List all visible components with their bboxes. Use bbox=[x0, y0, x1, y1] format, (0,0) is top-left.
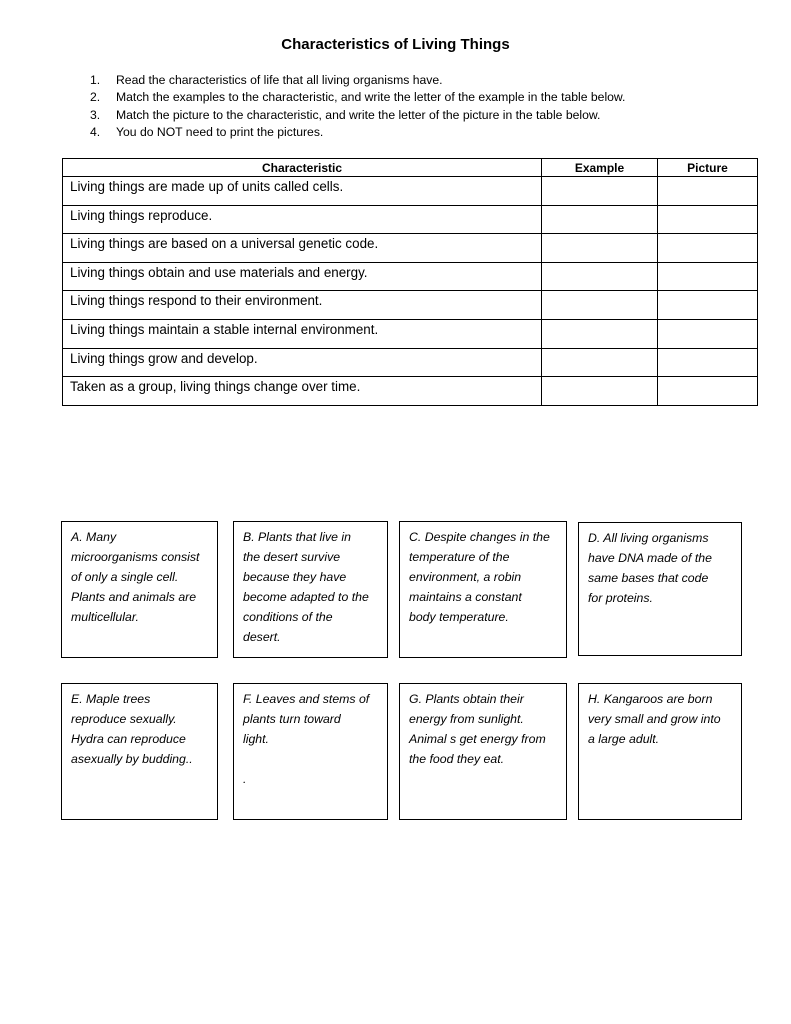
example-cell[interactable] bbox=[542, 177, 658, 206]
example-cell[interactable] bbox=[542, 262, 658, 291]
example-card bbox=[61, 683, 218, 820]
card-line: conditions of the bbox=[243, 610, 333, 624]
card-line: . bbox=[243, 772, 247, 786]
table-row bbox=[63, 377, 758, 406]
card-line: plants turn toward bbox=[243, 712, 341, 726]
example-card bbox=[233, 521, 388, 658]
example-card bbox=[578, 522, 742, 656]
card-line: asexually by budding.. bbox=[71, 752, 193, 766]
characteristic-cell: Taken as a group, living things change over time. bbox=[63, 377, 542, 406]
example-card bbox=[399, 683, 567, 820]
card-line: reproduce sexually. bbox=[71, 712, 177, 726]
card-line: Animal s get energy from bbox=[409, 732, 546, 746]
table-row bbox=[63, 262, 758, 291]
card-line: become adapted to the bbox=[243, 590, 369, 604]
table-row bbox=[63, 177, 758, 206]
example-card bbox=[399, 521, 567, 658]
card-line: very small and grow into bbox=[588, 712, 721, 726]
instruction-item: 2. Match the examples to the characteristic, and write the letter of the example in the table below. bbox=[90, 90, 626, 105]
card-line: F. Leaves and stems of bbox=[243, 692, 370, 706]
table-row bbox=[63, 348, 758, 377]
picture-cell[interactable] bbox=[658, 205, 758, 234]
card-line: E. Maple trees bbox=[71, 692, 151, 706]
picture-cell[interactable] bbox=[658, 262, 758, 291]
picture-cell[interactable] bbox=[658, 234, 758, 263]
characteristic-cell: Living things respond to their environment. bbox=[63, 291, 542, 320]
table-row bbox=[63, 205, 758, 234]
card-line: body temperature. bbox=[409, 610, 509, 624]
card-line: light. bbox=[243, 732, 269, 746]
card-line: have DNA made of the bbox=[588, 551, 712, 565]
example-card bbox=[578, 683, 742, 820]
table-row bbox=[63, 234, 758, 263]
characteristic-cell: Living things maintain a stable internal environment. bbox=[63, 319, 542, 348]
card-line: Hydra can reproduce bbox=[71, 732, 186, 746]
table-header-row bbox=[63, 159, 758, 177]
card-line: a large adult. bbox=[588, 732, 660, 746]
card-line: C. Despite changes in the bbox=[409, 530, 550, 544]
example-card bbox=[61, 521, 218, 658]
characteristic-cell: Living things are made up of units called cells. bbox=[63, 177, 542, 206]
card-line: multicellular. bbox=[71, 610, 139, 624]
card-line: because they have bbox=[243, 570, 347, 584]
card-line: for proteins. bbox=[588, 591, 653, 605]
header-example: Example bbox=[542, 159, 658, 177]
characteristic-cell: Living things grow and develop. bbox=[63, 348, 542, 377]
card-line: maintains a constant bbox=[409, 590, 522, 604]
card-line: A. Many bbox=[71, 530, 117, 544]
header-characteristic: Characteristic bbox=[63, 159, 542, 177]
card-line: temperature of the bbox=[409, 550, 510, 564]
instructions-list bbox=[90, 72, 625, 141]
example-cell[interactable] bbox=[542, 234, 658, 263]
table-row bbox=[63, 319, 758, 348]
card-line: B. Plants that live in bbox=[243, 530, 351, 544]
card-line: environment, a robin bbox=[409, 570, 522, 584]
picture-cell[interactable] bbox=[658, 177, 758, 206]
example-cell[interactable] bbox=[542, 205, 658, 234]
card-line: desert. bbox=[243, 630, 281, 644]
header-picture: Picture bbox=[658, 159, 758, 177]
card-line: H. Kangaroos are born bbox=[588, 692, 713, 706]
card-line bbox=[243, 749, 379, 769]
table-row bbox=[63, 291, 758, 320]
picture-cell[interactable] bbox=[658, 291, 758, 320]
card-line: G. Plants obtain their bbox=[409, 692, 524, 706]
picture-cell[interactable] bbox=[658, 377, 758, 406]
example-cell[interactable] bbox=[542, 319, 658, 348]
example-cell[interactable] bbox=[542, 377, 658, 406]
picture-cell[interactable] bbox=[658, 348, 758, 377]
picture-cell[interactable] bbox=[658, 319, 758, 348]
page-title: Characteristics of Living Things bbox=[281, 36, 510, 53]
card-line: Plants and animals are bbox=[71, 590, 197, 604]
instruction-item: 4. You do NOT need to print the pictures. bbox=[90, 124, 324, 139]
card-line: energy from sunlight. bbox=[409, 712, 524, 726]
card-line: same bases that code bbox=[588, 571, 709, 585]
characteristic-cell: Living things reproduce. bbox=[63, 205, 542, 234]
instruction-item: 3. Match the picture to the characteristic, and write the letter of the picture in the table below. bbox=[90, 107, 601, 122]
characteristic-cell: Living things are based on a universal genetic code. bbox=[63, 234, 542, 263]
example-cell[interactable] bbox=[542, 348, 658, 377]
card-line: the desert survive bbox=[243, 550, 341, 564]
card-line: microorganisms consist bbox=[71, 550, 200, 564]
example-cell[interactable] bbox=[542, 291, 658, 320]
card-line: of only a single cell. bbox=[71, 570, 179, 584]
card-line: D. All living organisms bbox=[588, 531, 709, 545]
characteristics-table bbox=[62, 158, 758, 406]
example-card bbox=[233, 683, 388, 820]
instruction-item: 1. Read the characteristics of life that all living organisms have. bbox=[90, 73, 443, 87]
characteristic-cell: Living things obtain and use materials and energy. bbox=[63, 262, 542, 291]
card-line: the food they eat. bbox=[409, 752, 505, 766]
